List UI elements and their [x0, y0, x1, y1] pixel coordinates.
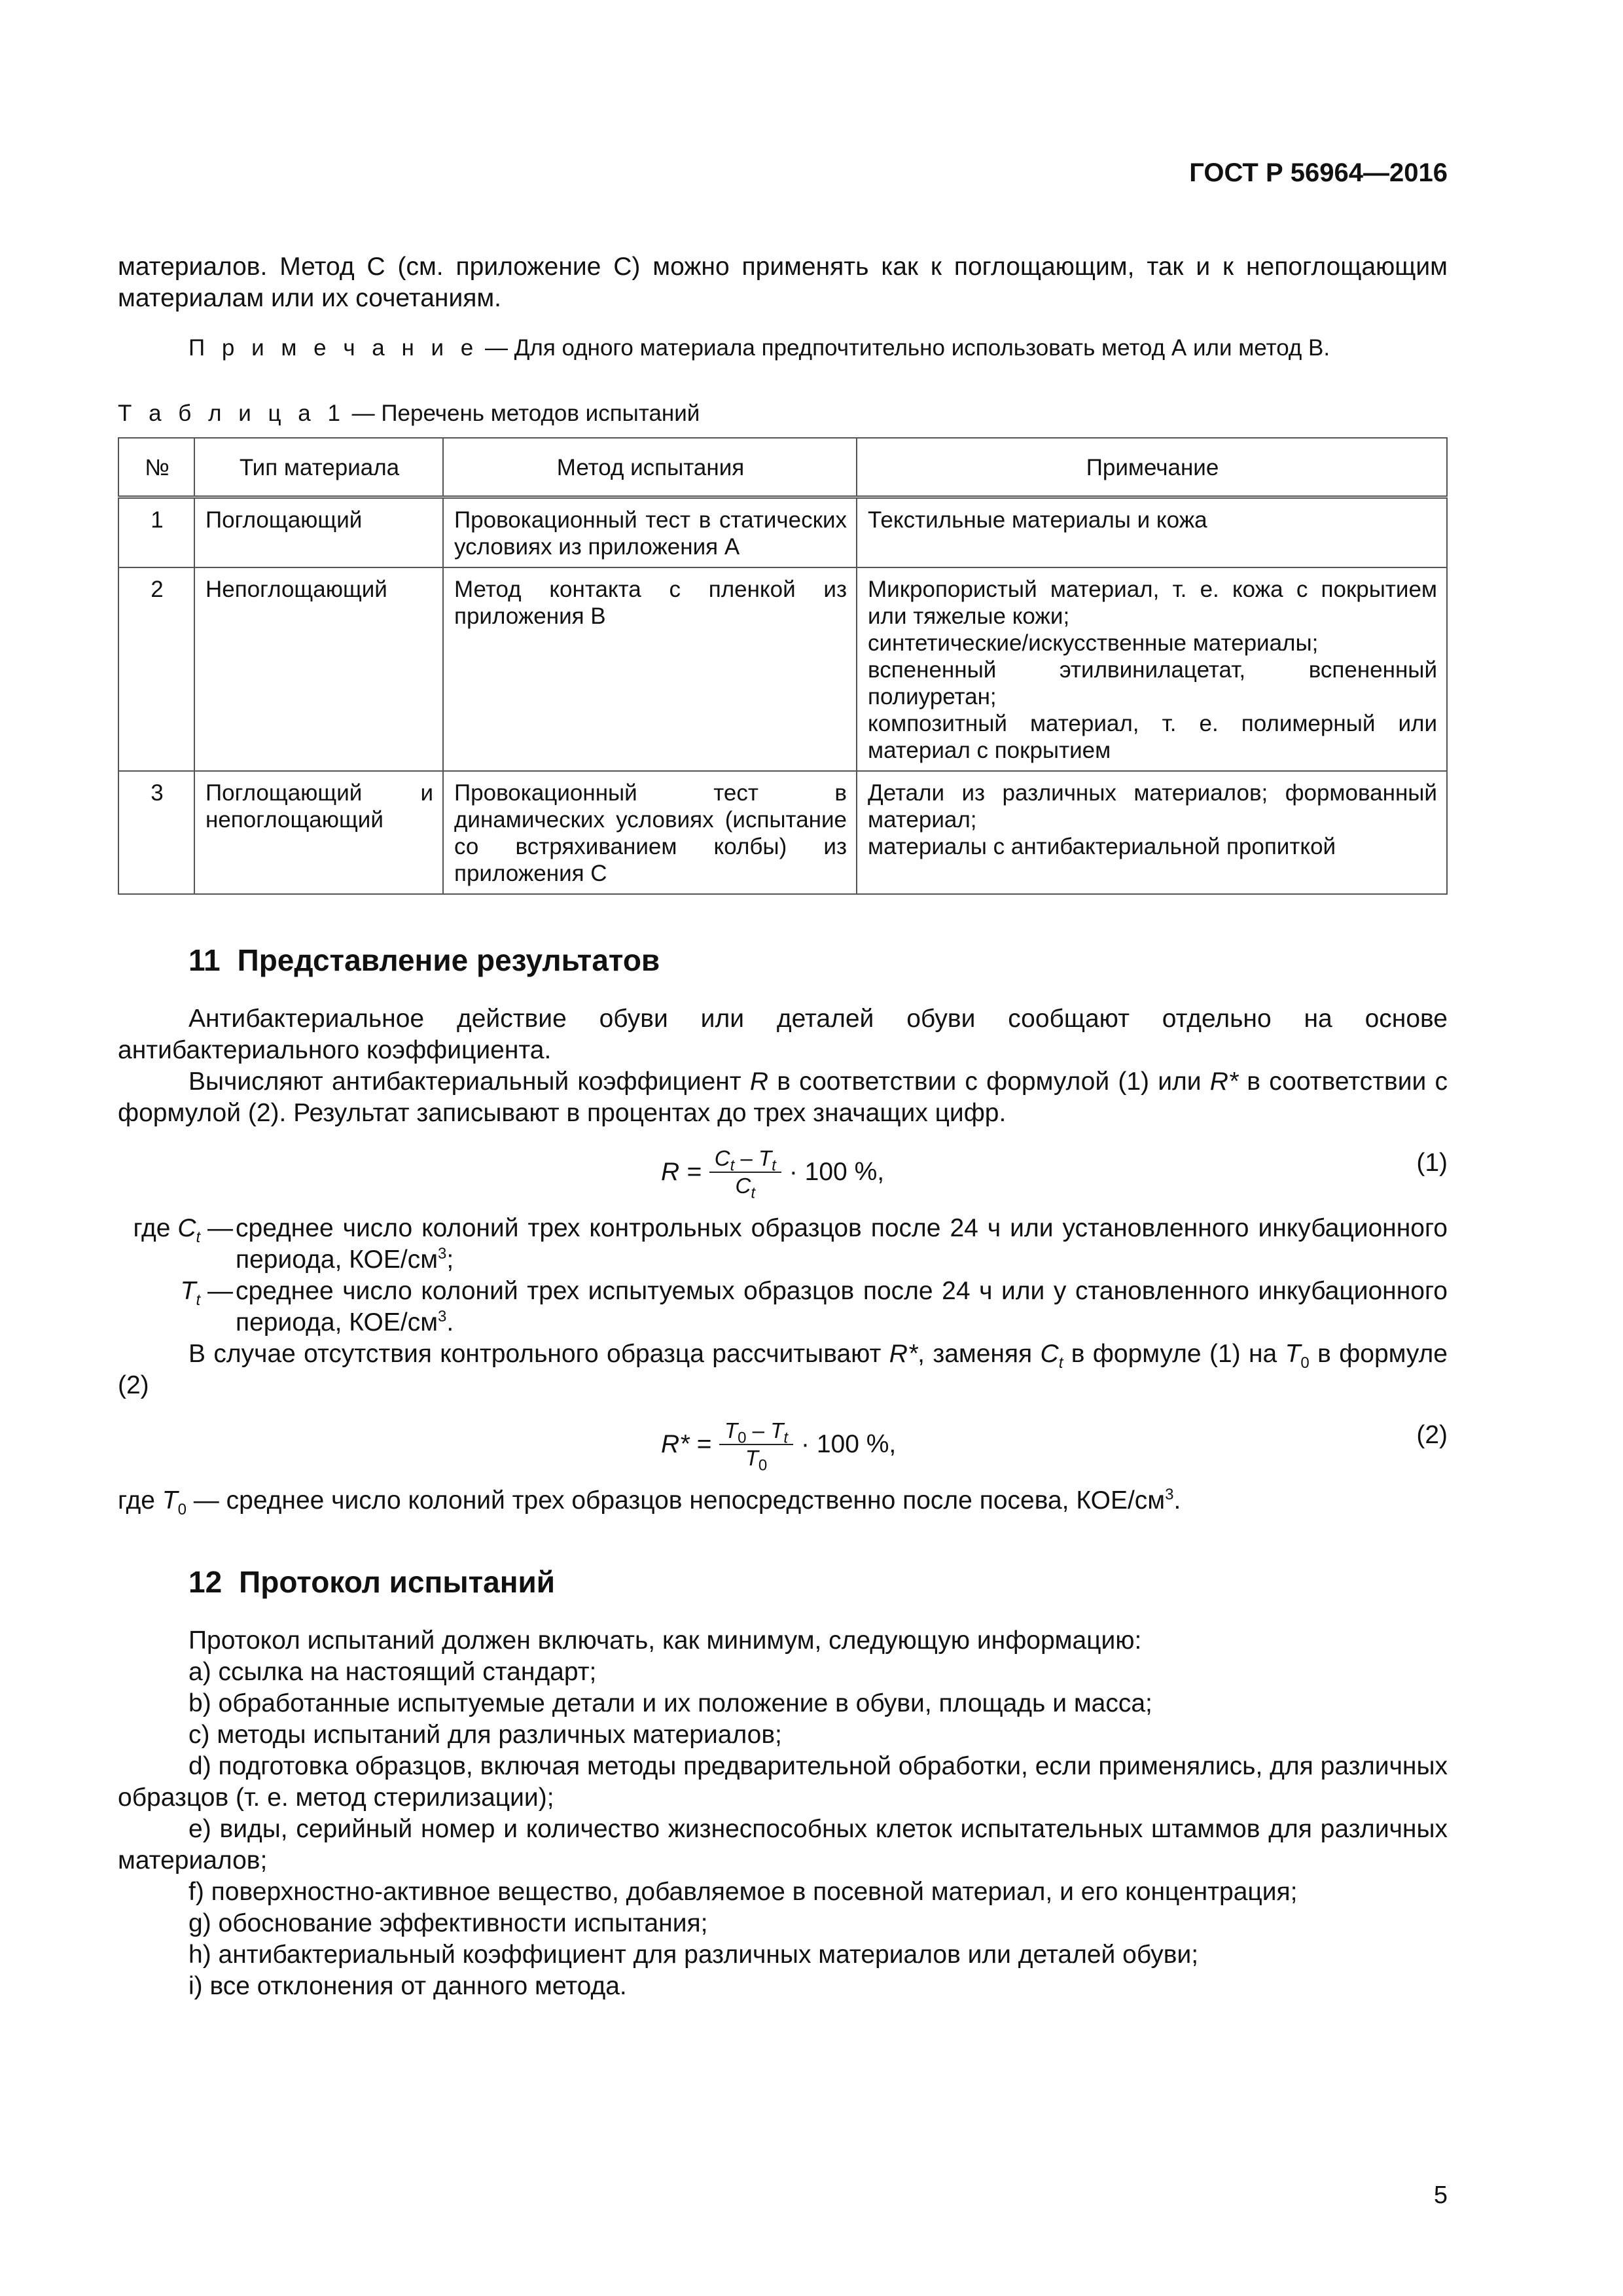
cell-type: Поглощающий — [194, 497, 443, 568]
sub: t — [1058, 1354, 1063, 1372]
sub: 0 — [738, 1429, 747, 1447]
cell-note — [857, 497, 1447, 568]
list-item: e) виды, серийный номер и количество жизнеспособных клеток испытательных штаммов для различных материалов; — [118, 1815, 1448, 1874]
formula-1-number: (1) — [1416, 1149, 1448, 1177]
list-item: d) подготовка образцов, включая методы предварительной обработки, если применялись, для различных образцов (т. е. метод стерилизации); — [118, 1752, 1448, 1812]
text-run: в соответствии с формулой (1) или — [768, 1067, 1210, 1096]
list-item: f) поверхностно-активное вещество, добавляемое в посевной материал, и его концентрация; — [188, 1878, 1298, 1906]
table-row — [118, 497, 1447, 568]
table-row — [118, 567, 1447, 771]
section-11-number: 11 — [188, 943, 221, 977]
formula-1-lhs-text: R = — [661, 1158, 702, 1186]
text-run: в формуле (1) на — [1063, 1340, 1285, 1368]
note-line: Текстильные материалы и кожа — [868, 507, 1207, 533]
intro-paragraph: материалов. Метод С (см. приложение С) можно применять как к поглощающим, так и к непоглощающим материалам или их сочетаниям. — [118, 253, 1448, 312]
table-header-row — [118, 438, 1447, 497]
sym: T — [758, 1146, 772, 1170]
symbol-r: R — [749, 1067, 769, 1096]
note-line: Микропористый материал, т. е. кожа с покрытием или тяжелые кожи; — [868, 577, 1437, 629]
sub: 0 — [1300, 1354, 1310, 1372]
sym: C — [177, 1214, 196, 1242]
document-header: ГОСТ Р 56964—2016 — [1189, 158, 1448, 187]
table-caption-text: — Перечень методов испытаний — [345, 401, 700, 426]
note-text: — Для одного материала предпочтительно использовать метод А или метод В. — [478, 335, 1330, 361]
sup: 3 — [1165, 1486, 1174, 1503]
sym: T — [745, 1446, 758, 1470]
formula-2-fraction — [719, 1418, 793, 1475]
punct: . — [446, 1308, 454, 1336]
sym: C — [1040, 1340, 1059, 1368]
section-12-number: 12 — [188, 1565, 223, 1599]
list-item: i) все отклонения от данного метода. — [188, 1972, 627, 2000]
cell-type: Поглощающий и непоглощающий — [194, 771, 443, 894]
list-item: g) обоснование эффективности испытания; — [188, 1909, 708, 1937]
cell-method: Метод контакта с пленкой из приложения В — [443, 567, 857, 771]
section-11-paragraph-3 — [118, 1338, 1448, 1401]
note-line: материалы с антибактериальной пропиткой — [868, 834, 1336, 859]
sub: t — [196, 1291, 201, 1309]
note-line: синтетические/искусственные материалы; — [868, 630, 1319, 656]
cell-num: 1 — [118, 497, 194, 568]
where-t0-text: — среднее число колоний трех образцов непосредственно после посева, КОЕ/см — [186, 1486, 1166, 1515]
formula-2-tail: · 100 %, — [801, 1430, 897, 1458]
cell-num: 3 — [118, 771, 194, 894]
where-word: где — [118, 1486, 162, 1515]
formula-1-lhs — [661, 1157, 702, 1188]
dash: — — [200, 1214, 233, 1242]
formula-2-number: (2) — [1416, 1421, 1448, 1449]
formula-2-lhs — [661, 1429, 711, 1460]
list-item: а) ссылка на настоящий стандарт; — [188, 1658, 597, 1686]
cell-type: Непоглощающий — [194, 567, 443, 771]
col-header-method: Метод испытания — [443, 438, 857, 497]
formula-2-denominator — [740, 1445, 773, 1475]
section-12-heading — [188, 1566, 1448, 1598]
sym: T — [1285, 1340, 1301, 1368]
cell-note — [857, 771, 1447, 894]
list-item: h) антибактериальный коэффициент для различных материалов или деталей обуви; — [188, 1941, 1199, 1969]
minus: – — [734, 1146, 758, 1170]
where-word: где — [133, 1214, 178, 1242]
sub: 0 — [177, 1500, 187, 1518]
sym: T — [180, 1277, 196, 1305]
table-caption-label: Т а б л и ц а 1 — [118, 401, 346, 426]
sub: t — [751, 1184, 756, 1202]
formula-2-numerator — [719, 1418, 793, 1445]
section-11-heading — [188, 944, 1448, 976]
where-ct-text: среднее число колоний трех контрольных образцов после 24 ч или установленного инкубационного периода, КОЕ/см — [236, 1214, 1448, 1274]
where-tt-text: среднее число колоний трех испытуемых образцов после 24 ч или у становленного инкубационного периода, КОЕ/см — [236, 1277, 1448, 1336]
note-line: Детали из различных материалов; формованный материал; — [868, 780, 1437, 833]
formula-1-tail: · 100 %, — [789, 1158, 885, 1186]
sym: T — [770, 1418, 784, 1443]
sub: t — [196, 1228, 201, 1246]
sub: t — [730, 1157, 735, 1175]
cell-method: Провокационный тест в динамических условиях (испытание со встряхиванием колбы) из приложения С — [443, 771, 857, 894]
text-run: Вычисляют антибактериальный коэффициент — [188, 1067, 750, 1096]
note-line: композитный материал, т. е. полимерный или материал с покрытием — [868, 711, 1437, 763]
text-run: , заменяя — [918, 1340, 1041, 1368]
formula-1-numerator — [709, 1145, 781, 1173]
sup: 3 — [438, 1245, 447, 1263]
cell-method: Провокационный тест в статических условиях из приложения А — [443, 497, 857, 568]
intro-note — [118, 332, 1448, 364]
punct: . — [1173, 1486, 1181, 1515]
formula-2 — [118, 1410, 1448, 1479]
section-11-paragraph-2 — [118, 1066, 1448, 1129]
punct: ; — [446, 1246, 454, 1274]
formula-1-fraction — [709, 1145, 781, 1202]
list-item: b) обработанные испытуемые детали и их положение в обуви, площадь и масса; — [188, 1689, 1152, 1717]
section-11-paragraph-1: Антибактериальное действие обуви или деталей обуви сообщают отдельно на основе антибактериального коэффициента. — [118, 1005, 1448, 1064]
table-caption — [118, 398, 1448, 429]
page-number: 5 — [1433, 2181, 1448, 2209]
symbol-r-star: R* — [889, 1340, 918, 1368]
table-row — [118, 771, 1447, 894]
cell-note — [857, 567, 1447, 771]
formula-1 — [118, 1138, 1448, 1206]
symbol-r-star: R* — [1209, 1067, 1239, 1096]
section-11-title: Представление результатов — [237, 943, 660, 977]
cell-num: 2 — [118, 567, 194, 771]
sub: 0 — [758, 1456, 768, 1475]
sym: C — [714, 1146, 730, 1170]
methods-table — [118, 437, 1448, 895]
protocol-intro: Протокол испытаний должен включать, как минимум, следующую информацию: — [188, 1626, 1142, 1655]
where-tt — [118, 1276, 1448, 1338]
col-header-type: Тип материала — [194, 438, 443, 497]
formula-2-lhs-text: R* = — [661, 1430, 711, 1458]
col-header-num: № — [118, 438, 194, 497]
where-ct-key — [118, 1213, 233, 1244]
dash: — — [200, 1277, 233, 1305]
text-run: в формуле (2) — [118, 1340, 1448, 1399]
note-line: вспененный этилвинилацетат, вспененный полиуретан; — [868, 657, 1437, 709]
section-12-title: Протокол испытаний — [239, 1565, 556, 1599]
sym: C — [735, 1174, 751, 1198]
sup: 3 — [438, 1308, 447, 1325]
sub: t — [772, 1157, 776, 1175]
sub: t — [783, 1429, 789, 1447]
col-header-note: Примечание — [857, 438, 1447, 497]
list-item: c) методы испытаний для различных материалов; — [188, 1721, 782, 1749]
note-label: П р и м е ч а н и е — [188, 335, 479, 361]
text-run: в соответствии с формулой (2). Результат записывают в процентах до трех значащих цифр. — [118, 1067, 1448, 1127]
where-t0 — [118, 1485, 1448, 1516]
text-run: В случае отсутствия контрольного образца рассчитывают — [188, 1340, 889, 1368]
protocol-list — [118, 1625, 1448, 2002]
sym: T — [162, 1486, 178, 1515]
formula-1-denominator — [730, 1173, 761, 1202]
where-tt-key — [118, 1276, 233, 1307]
where-ct — [118, 1213, 1448, 1276]
minus: – — [746, 1418, 771, 1443]
sym: T — [724, 1418, 738, 1443]
